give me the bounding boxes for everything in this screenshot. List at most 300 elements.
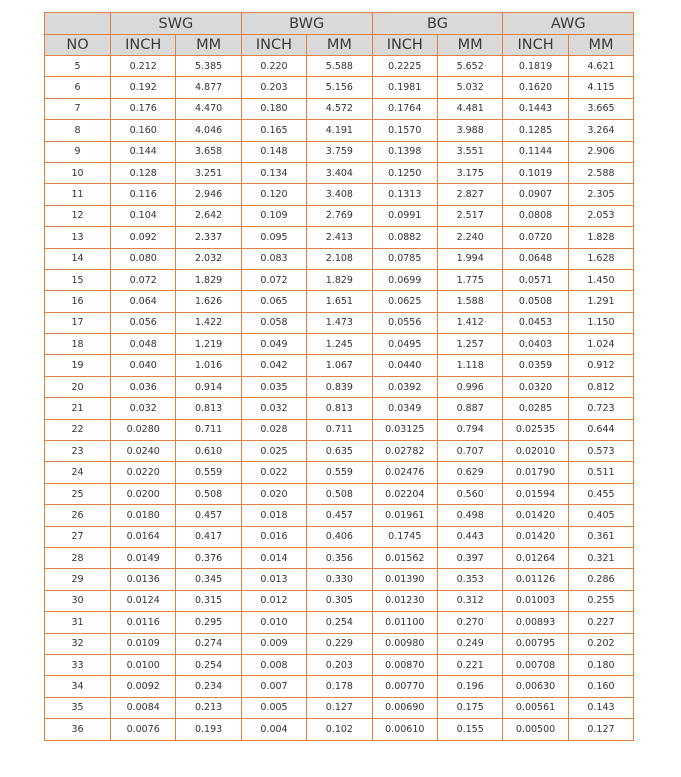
- swg-inch-cell: 0.0109: [111, 633, 176, 654]
- table-row: [45, 77, 634, 98]
- table-row: [45, 334, 634, 355]
- bwg-inch-cell: 0.065: [241, 291, 306, 312]
- bwg-inch-cell: 0.058: [241, 312, 306, 333]
- awg-inch-cell: 0.1819: [503, 56, 568, 77]
- bg-mm-cell: 0.270: [437, 612, 502, 633]
- bwg-mm-cell: 5.588: [307, 56, 372, 77]
- header-bwg-mm: MM: [307, 35, 372, 56]
- bg-inch-cell: 0.0882: [372, 227, 437, 248]
- bwg-inch-cell: 0.018: [241, 505, 306, 526]
- gauge-no-cell: 29: [45, 569, 111, 590]
- awg-mm-cell: 1.450: [568, 269, 633, 290]
- table-row: [45, 526, 634, 547]
- swg-mm-cell: 0.345: [176, 569, 241, 590]
- header-no: NO: [45, 35, 111, 56]
- awg-mm-cell: 0.511: [568, 462, 633, 483]
- awg-inch-cell: 0.00795: [503, 633, 568, 654]
- awg-inch-cell: 0.1620: [503, 77, 568, 98]
- awg-mm-cell: 0.321: [568, 547, 633, 568]
- bwg-inch-cell: 0.012: [241, 590, 306, 611]
- wire-gauge-table: [44, 12, 634, 741]
- gauge-no-cell: 8: [45, 120, 111, 141]
- swg-inch-cell: 0.0149: [111, 547, 176, 568]
- bwg-inch-cell: 0.083: [241, 248, 306, 269]
- bwg-mm-cell: 0.178: [307, 676, 372, 697]
- bg-inch-cell: 0.0991: [372, 205, 437, 226]
- bg-inch-cell: 0.0392: [372, 376, 437, 397]
- awg-inch-cell: 0.0648: [503, 248, 568, 269]
- swg-mm-cell: 2.946: [176, 184, 241, 205]
- table-row: [45, 590, 634, 611]
- awg-inch-cell: 0.02535: [503, 419, 568, 440]
- bg-mm-cell: 0.353: [437, 569, 502, 590]
- bg-inch-cell: 0.0785: [372, 248, 437, 269]
- awg-mm-cell: 3.665: [568, 98, 633, 119]
- swg-inch-cell: 0.0240: [111, 441, 176, 462]
- awg-inch-cell: 0.0808: [503, 205, 568, 226]
- gauge-no-cell: 33: [45, 654, 111, 675]
- swg-inch-cell: 0.144: [111, 141, 176, 162]
- bwg-mm-cell: 1.829: [307, 269, 372, 290]
- header-bg: BG: [372, 13, 503, 35]
- awg-mm-cell: 0.143: [568, 697, 633, 718]
- bwg-inch-cell: 0.028: [241, 419, 306, 440]
- awg-inch-cell: 0.01126: [503, 569, 568, 590]
- bg-mm-cell: 5.652: [437, 56, 502, 77]
- bwg-inch-cell: 0.095: [241, 227, 306, 248]
- table-row: [45, 462, 634, 483]
- bg-mm-cell: 1.118: [437, 355, 502, 376]
- header-swg-mm: MM: [176, 35, 241, 56]
- awg-mm-cell: 0.455: [568, 483, 633, 504]
- awg-mm-cell: 1.150: [568, 312, 633, 333]
- bg-mm-cell: 0.175: [437, 697, 502, 718]
- gauge-no-cell: 28: [45, 547, 111, 568]
- bg-inch-cell: 0.1313: [372, 184, 437, 205]
- bwg-inch-cell: 0.020: [241, 483, 306, 504]
- bwg-mm-cell: 0.508: [307, 483, 372, 504]
- swg-mm-cell: 0.193: [176, 719, 241, 740]
- bg-inch-cell: 0.2225: [372, 56, 437, 77]
- awg-mm-cell: 0.723: [568, 398, 633, 419]
- bg-mm-cell: 3.175: [437, 162, 502, 183]
- bwg-inch-cell: 0.013: [241, 569, 306, 590]
- bg-mm-cell: 1.257: [437, 334, 502, 355]
- bg-inch-cell: 0.01390: [372, 569, 437, 590]
- table-body: [45, 56, 634, 741]
- bwg-mm-cell: 0.813: [307, 398, 372, 419]
- bwg-mm-cell: 3.404: [307, 162, 372, 183]
- table-row: [45, 56, 634, 77]
- swg-mm-cell: 4.877: [176, 77, 241, 98]
- bwg-mm-cell: 2.413: [307, 227, 372, 248]
- bg-mm-cell: 4.481: [437, 98, 502, 119]
- bwg-inch-cell: 0.035: [241, 376, 306, 397]
- bwg-inch-cell: 0.010: [241, 612, 306, 633]
- swg-inch-cell: 0.0124: [111, 590, 176, 611]
- table-row: [45, 141, 634, 162]
- table-row: [45, 612, 634, 633]
- table-row: [45, 376, 634, 397]
- bg-inch-cell: 0.0495: [372, 334, 437, 355]
- table-row: [45, 184, 634, 205]
- swg-mm-cell: 0.813: [176, 398, 241, 419]
- swg-inch-cell: 0.116: [111, 184, 176, 205]
- bg-mm-cell: 0.707: [437, 441, 502, 462]
- bwg-mm-cell: 0.457: [307, 505, 372, 526]
- table-row: [45, 120, 634, 141]
- header-awg-inch: INCH: [503, 35, 568, 56]
- awg-mm-cell: 0.255: [568, 590, 633, 611]
- table-row: [45, 312, 634, 333]
- bg-mm-cell: 0.312: [437, 590, 502, 611]
- swg-mm-cell: 0.508: [176, 483, 241, 504]
- awg-mm-cell: 0.286: [568, 569, 633, 590]
- bwg-inch-cell: 0.009: [241, 633, 306, 654]
- bwg-mm-cell: 0.102: [307, 719, 372, 740]
- awg-inch-cell: 0.1144: [503, 141, 568, 162]
- bwg-mm-cell: 3.759: [307, 141, 372, 162]
- swg-inch-cell: 0.0220: [111, 462, 176, 483]
- bg-mm-cell: 5.032: [437, 77, 502, 98]
- table-row: [45, 505, 634, 526]
- awg-mm-cell: 0.127: [568, 719, 633, 740]
- header-swg: SWG: [111, 13, 242, 35]
- bwg-mm-cell: 2.769: [307, 205, 372, 226]
- bwg-inch-cell: 0.008: [241, 654, 306, 675]
- awg-inch-cell: 0.00630: [503, 676, 568, 697]
- bg-inch-cell: 0.01100: [372, 612, 437, 633]
- bwg-inch-cell: 0.005: [241, 697, 306, 718]
- gauge-no-cell: 18: [45, 334, 111, 355]
- swg-inch-cell: 0.0180: [111, 505, 176, 526]
- swg-inch-cell: 0.032: [111, 398, 176, 419]
- bwg-inch-cell: 0.049: [241, 334, 306, 355]
- awg-inch-cell: 0.01264: [503, 547, 568, 568]
- gauge-no-cell: 12: [45, 205, 111, 226]
- swg-mm-cell: 0.274: [176, 633, 241, 654]
- swg-inch-cell: 0.064: [111, 291, 176, 312]
- awg-mm-cell: 4.115: [568, 77, 633, 98]
- table-row: [45, 248, 634, 269]
- bg-mm-cell: 0.794: [437, 419, 502, 440]
- swg-mm-cell: 3.658: [176, 141, 241, 162]
- gauge-no-cell: 35: [45, 697, 111, 718]
- bwg-inch-cell: 0.042: [241, 355, 306, 376]
- gauge-no-cell: 5: [45, 56, 111, 77]
- swg-mm-cell: 0.914: [176, 376, 241, 397]
- bwg-mm-cell: 0.559: [307, 462, 372, 483]
- bg-inch-cell: 0.00610: [372, 719, 437, 740]
- bwg-mm-cell: 0.127: [307, 697, 372, 718]
- gauge-no-cell: 23: [45, 441, 111, 462]
- bg-inch-cell: 0.02476: [372, 462, 437, 483]
- bwg-inch-cell: 0.203: [241, 77, 306, 98]
- bwg-inch-cell: 0.180: [241, 98, 306, 119]
- bwg-mm-cell: 0.305: [307, 590, 372, 611]
- bwg-mm-cell: 0.406: [307, 526, 372, 547]
- bwg-inch-cell: 0.025: [241, 441, 306, 462]
- swg-mm-cell: 1.016: [176, 355, 241, 376]
- gauge-no-cell: 9: [45, 141, 111, 162]
- bg-mm-cell: 1.775: [437, 269, 502, 290]
- awg-mm-cell: 2.588: [568, 162, 633, 183]
- bg-mm-cell: 2.517: [437, 205, 502, 226]
- swg-mm-cell: 0.559: [176, 462, 241, 483]
- bg-inch-cell: 0.00690: [372, 697, 437, 718]
- bg-inch-cell: 0.01961: [372, 505, 437, 526]
- awg-mm-cell: 0.202: [568, 633, 633, 654]
- bg-inch-cell: 0.1570: [372, 120, 437, 141]
- table-row: [45, 547, 634, 568]
- bg-inch-cell: 0.01230: [372, 590, 437, 611]
- header-bg-mm: MM: [437, 35, 502, 56]
- awg-inch-cell: 0.02010: [503, 441, 568, 462]
- bwg-inch-cell: 0.134: [241, 162, 306, 183]
- awg-mm-cell: 0.405: [568, 505, 633, 526]
- bwg-mm-cell: 2.108: [307, 248, 372, 269]
- header-bwg-inch: INCH: [241, 35, 306, 56]
- gauge-no-cell: 22: [45, 419, 111, 440]
- bg-mm-cell: 0.249: [437, 633, 502, 654]
- bwg-mm-cell: 1.473: [307, 312, 372, 333]
- gauge-no-cell: 16: [45, 291, 111, 312]
- bg-inch-cell: 0.1981: [372, 77, 437, 98]
- table-row: [45, 441, 634, 462]
- awg-mm-cell: 1.628: [568, 248, 633, 269]
- awg-mm-cell: 0.573: [568, 441, 633, 462]
- bg-inch-cell: 0.0625: [372, 291, 437, 312]
- swg-mm-cell: 0.254: [176, 654, 241, 675]
- bg-mm-cell: 3.988: [437, 120, 502, 141]
- table-row: [45, 98, 634, 119]
- awg-mm-cell: 1.291: [568, 291, 633, 312]
- header-awg-mm: MM: [568, 35, 633, 56]
- bg-mm-cell: 2.827: [437, 184, 502, 205]
- table-row: [45, 483, 634, 504]
- bwg-inch-cell: 0.072: [241, 269, 306, 290]
- swg-inch-cell: 0.0092: [111, 676, 176, 697]
- swg-inch-cell: 0.092: [111, 227, 176, 248]
- bg-mm-cell: 0.443: [437, 526, 502, 547]
- bg-inch-cell: 0.00770: [372, 676, 437, 697]
- bg-inch-cell: 0.0440: [372, 355, 437, 376]
- bg-mm-cell: 0.498: [437, 505, 502, 526]
- gauge-no-cell: 34: [45, 676, 111, 697]
- swg-mm-cell: 1.422: [176, 312, 241, 333]
- awg-inch-cell: 0.0571: [503, 269, 568, 290]
- table-row: [45, 269, 634, 290]
- gauge-no-cell: 13: [45, 227, 111, 248]
- swg-mm-cell: 1.219: [176, 334, 241, 355]
- bg-inch-cell: 0.00980: [372, 633, 437, 654]
- swg-inch-cell: 0.212: [111, 56, 176, 77]
- awg-mm-cell: 2.305: [568, 184, 633, 205]
- bwg-inch-cell: 0.120: [241, 184, 306, 205]
- swg-inch-cell: 0.036: [111, 376, 176, 397]
- swg-mm-cell: 1.829: [176, 269, 241, 290]
- table-row: [45, 291, 634, 312]
- bwg-inch-cell: 0.007: [241, 676, 306, 697]
- table-row: [45, 697, 634, 718]
- bwg-mm-cell: 0.254: [307, 612, 372, 633]
- awg-mm-cell: 0.912: [568, 355, 633, 376]
- bwg-mm-cell: 0.203: [307, 654, 372, 675]
- swg-mm-cell: 2.642: [176, 205, 241, 226]
- gauge-no-cell: 36: [45, 719, 111, 740]
- bg-mm-cell: 1.994: [437, 248, 502, 269]
- unit-header-row: [45, 35, 634, 56]
- bwg-inch-cell: 0.109: [241, 205, 306, 226]
- bwg-mm-cell: 3.408: [307, 184, 372, 205]
- awg-inch-cell: 0.1019: [503, 162, 568, 183]
- bg-mm-cell: 0.397: [437, 547, 502, 568]
- gauge-no-cell: 11: [45, 184, 111, 205]
- awg-inch-cell: 0.1443: [503, 98, 568, 119]
- table-row: [45, 654, 634, 675]
- bg-inch-cell: 0.03125: [372, 419, 437, 440]
- awg-mm-cell: 2.053: [568, 205, 633, 226]
- table-row: [45, 355, 634, 376]
- swg-mm-cell: 4.470: [176, 98, 241, 119]
- swg-mm-cell: 0.234: [176, 676, 241, 697]
- bg-inch-cell: 0.1745: [372, 526, 437, 547]
- table-row: [45, 569, 634, 590]
- awg-inch-cell: 0.01594: [503, 483, 568, 504]
- awg-inch-cell: 0.00893: [503, 612, 568, 633]
- bg-mm-cell: 0.887: [437, 398, 502, 419]
- awg-mm-cell: 0.227: [568, 612, 633, 633]
- awg-inch-cell: 0.0359: [503, 355, 568, 376]
- bwg-mm-cell: 4.191: [307, 120, 372, 141]
- awg-mm-cell: 1.828: [568, 227, 633, 248]
- awg-inch-cell: 0.0453: [503, 312, 568, 333]
- bg-inch-cell: 0.02204: [372, 483, 437, 504]
- awg-mm-cell: 0.160: [568, 676, 633, 697]
- swg-inch-cell: 0.128: [111, 162, 176, 183]
- bwg-mm-cell: 5.156: [307, 77, 372, 98]
- awg-mm-cell: 0.361: [568, 526, 633, 547]
- gauge-no-cell: 30: [45, 590, 111, 611]
- swg-mm-cell: 0.213: [176, 697, 241, 718]
- swg-inch-cell: 0.0136: [111, 569, 176, 590]
- awg-inch-cell: 0.0320: [503, 376, 568, 397]
- bwg-inch-cell: 0.148: [241, 141, 306, 162]
- bwg-mm-cell: 1.067: [307, 355, 372, 376]
- gauge-no-cell: 24: [45, 462, 111, 483]
- swg-mm-cell: 2.337: [176, 227, 241, 248]
- swg-mm-cell: 0.457: [176, 505, 241, 526]
- table-row: [45, 227, 634, 248]
- swg-inch-cell: 0.160: [111, 120, 176, 141]
- awg-inch-cell: 0.01790: [503, 462, 568, 483]
- bwg-mm-cell: 0.330: [307, 569, 372, 590]
- bg-mm-cell: 0.560: [437, 483, 502, 504]
- bwg-mm-cell: 1.651: [307, 291, 372, 312]
- bwg-mm-cell: 1.245: [307, 334, 372, 355]
- swg-inch-cell: 0.0116: [111, 612, 176, 633]
- gauge-no-cell: 25: [45, 483, 111, 504]
- bwg-inch-cell: 0.220: [241, 56, 306, 77]
- group-header-row: [45, 13, 634, 35]
- bwg-inch-cell: 0.032: [241, 398, 306, 419]
- bg-inch-cell: 0.0349: [372, 398, 437, 419]
- bg-inch-cell: 0.00870: [372, 654, 437, 675]
- bg-mm-cell: 2.240: [437, 227, 502, 248]
- awg-inch-cell: 0.01420: [503, 505, 568, 526]
- bg-inch-cell: 0.01562: [372, 547, 437, 568]
- awg-mm-cell: 4.621: [568, 56, 633, 77]
- bg-mm-cell: 0.196: [437, 676, 502, 697]
- table-row: [45, 719, 634, 740]
- bwg-mm-cell: 4.572: [307, 98, 372, 119]
- swg-mm-cell: 1.626: [176, 291, 241, 312]
- awg-inch-cell: 0.00561: [503, 697, 568, 718]
- awg-mm-cell: 0.180: [568, 654, 633, 675]
- swg-inch-cell: 0.0280: [111, 419, 176, 440]
- bg-mm-cell: 0.221: [437, 654, 502, 675]
- table-row: [45, 398, 634, 419]
- gauge-no-cell: 27: [45, 526, 111, 547]
- gauge-no-cell: 31: [45, 612, 111, 633]
- bwg-inch-cell: 0.165: [241, 120, 306, 141]
- awg-inch-cell: 0.00708: [503, 654, 568, 675]
- awg-inch-cell: 0.0508: [503, 291, 568, 312]
- bwg-mm-cell: 0.635: [307, 441, 372, 462]
- bg-mm-cell: 0.155: [437, 719, 502, 740]
- bwg-inch-cell: 0.022: [241, 462, 306, 483]
- swg-inch-cell: 0.104: [111, 205, 176, 226]
- swg-inch-cell: 0.056: [111, 312, 176, 333]
- swg-mm-cell: 0.610: [176, 441, 241, 462]
- swg-mm-cell: 4.046: [176, 120, 241, 141]
- swg-inch-cell: 0.072: [111, 269, 176, 290]
- bwg-inch-cell: 0.014: [241, 547, 306, 568]
- header-bg-inch: INCH: [372, 35, 437, 56]
- bwg-mm-cell: 0.839: [307, 376, 372, 397]
- swg-inch-cell: 0.176: [111, 98, 176, 119]
- swg-mm-cell: 5.385: [176, 56, 241, 77]
- header-bwg: BWG: [241, 13, 372, 35]
- bwg-mm-cell: 0.711: [307, 419, 372, 440]
- swg-inch-cell: 0.0200: [111, 483, 176, 504]
- gauge-no-cell: 19: [45, 355, 111, 376]
- awg-inch-cell: 0.0907: [503, 184, 568, 205]
- bg-inch-cell: 0.0556: [372, 312, 437, 333]
- header-awg: AWG: [503, 13, 634, 35]
- awg-mm-cell: 0.644: [568, 419, 633, 440]
- bg-mm-cell: 3.551: [437, 141, 502, 162]
- corner-cell: [45, 13, 111, 35]
- bg-mm-cell: 1.412: [437, 312, 502, 333]
- gauge-no-cell: 17: [45, 312, 111, 333]
- table-row: [45, 419, 634, 440]
- bg-mm-cell: 0.996: [437, 376, 502, 397]
- awg-inch-cell: 0.0403: [503, 334, 568, 355]
- gauge-no-cell: 32: [45, 633, 111, 654]
- awg-inch-cell: 0.0720: [503, 227, 568, 248]
- awg-mm-cell: 1.024: [568, 334, 633, 355]
- bwg-inch-cell: 0.004: [241, 719, 306, 740]
- bwg-inch-cell: 0.016: [241, 526, 306, 547]
- bg-inch-cell: 0.0699: [372, 269, 437, 290]
- swg-mm-cell: 0.376: [176, 547, 241, 568]
- awg-mm-cell: 0.812: [568, 376, 633, 397]
- swg-mm-cell: 3.251: [176, 162, 241, 183]
- bwg-mm-cell: 0.356: [307, 547, 372, 568]
- swg-inch-cell: 0.040: [111, 355, 176, 376]
- awg-mm-cell: 2.906: [568, 141, 633, 162]
